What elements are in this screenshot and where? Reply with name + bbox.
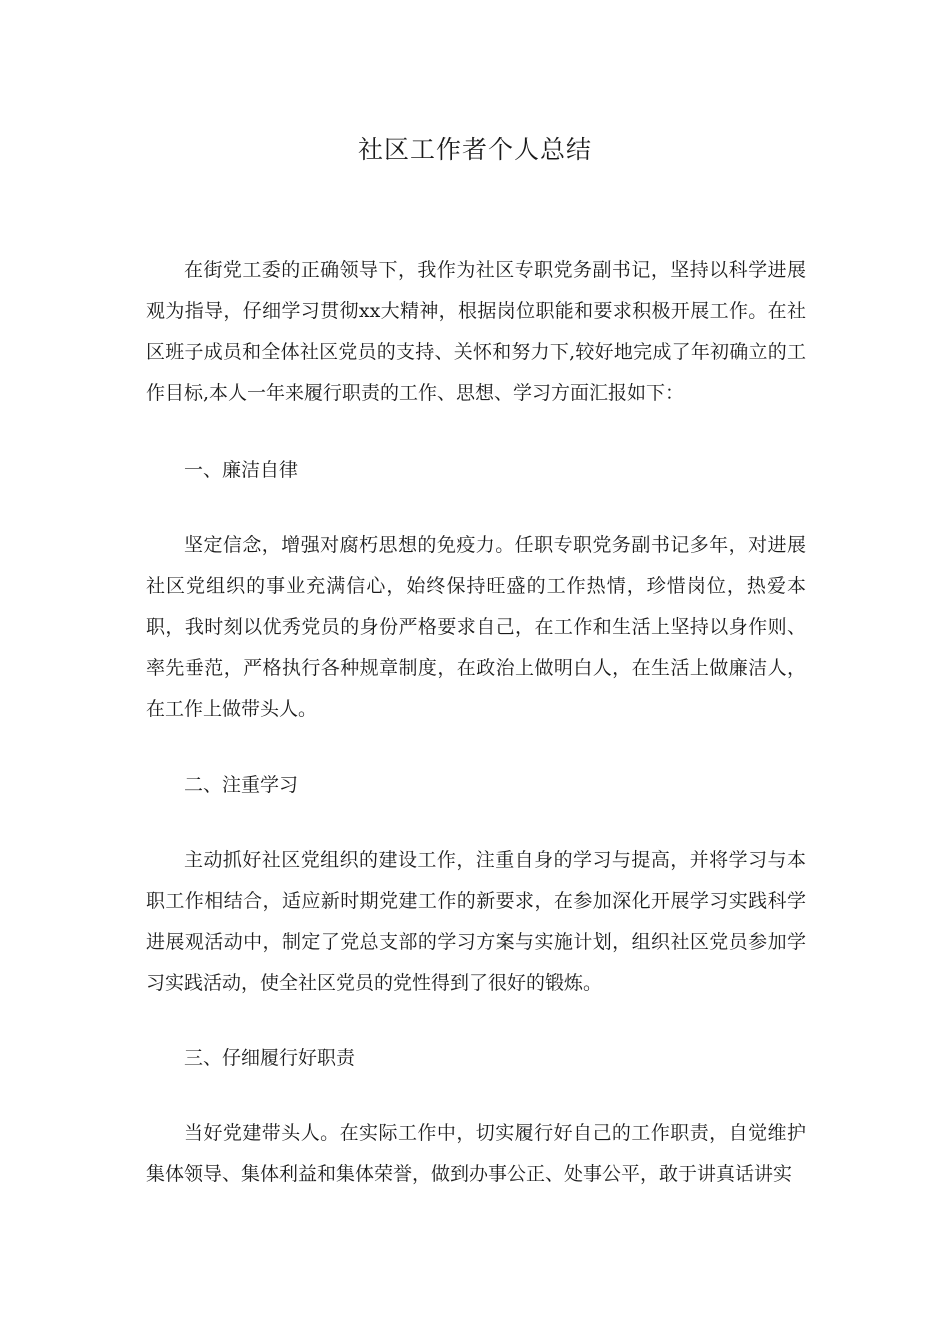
section-paragraph-3: 当好党建带头人。在实际工作中，切实履行好自己的工作职责，自觉维护集体领导、集体利益和集体荣誉，做到办事公正、处事公平，敢于讲真话讲实	[146, 1122, 806, 1185]
section-heading-2: 二、注重学习	[184, 774, 299, 796]
intro-paragraph: 在街党工委的正确领导下，我作为社区专职党务副书记，坚持以科学进展观为指导，仔细学习贯彻xx大精神，根据岗位职能和要求积极开展工作。在社区班子成员和全体社区党员的支持、关怀和努力下,较好地完成了年初确立的工作目标,本人一年来履行职责的工作、思想、学习方面汇报如下：	[146, 259, 806, 404]
document-title: 社区工作者个人总结	[357, 135, 592, 164]
section-heading-1: 一、廉洁自律	[184, 459, 299, 481]
section-paragraph-2: 主动抓好社区党组织的建设工作，注重自身的学习与提高，并将学习与本职工作相结合，适应新时期党建工作的新要求，在参加深化开展学习实践科学进展观活动中，制定了党总支部的学习方案与实施计划，组织社区党员参加学习实践活动，使全社区党员的党性得到了很好的锻炼。	[146, 849, 806, 994]
section-heading-3: 三、仔细履行好职责	[184, 1047, 356, 1069]
section-paragraph-1: 坚定信念，增强对腐朽思想的免疫力。任职专职党务副书记多年，对进展社区党组织的事业充满信心，始终保持旺盛的工作热情，珍惜岗位，热爱本职，我时刻以优秀党员的身份严格要求自己，在工作和生活上坚持以身作则、率先垂范，严格执行各种规章制度，在政治上做明白人，在生活上做廉洁人，在工作上做带头人。	[146, 534, 806, 720]
